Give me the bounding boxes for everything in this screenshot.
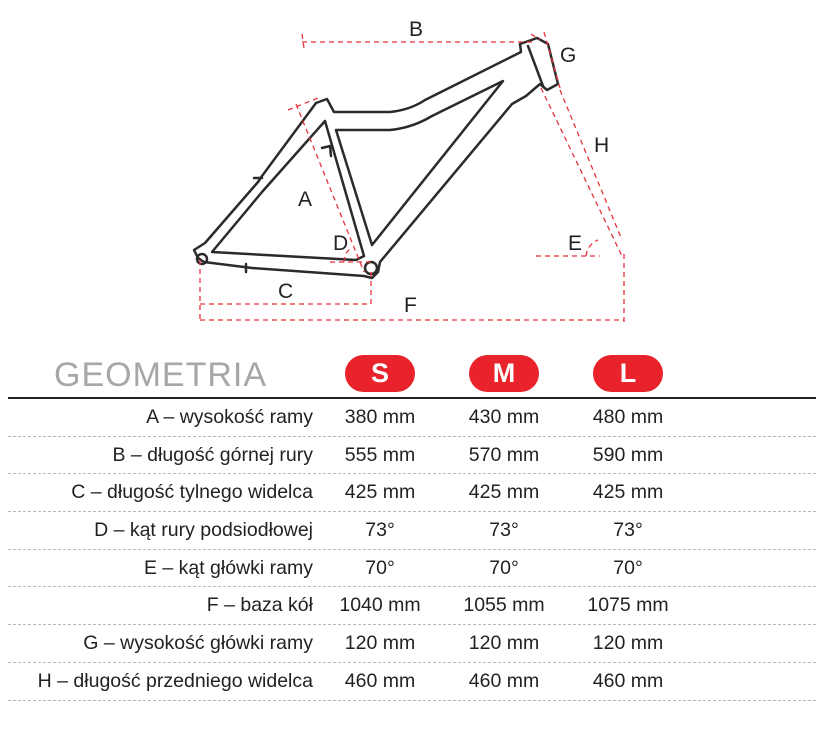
label-h: H — [594, 134, 610, 157]
value-s: 425 mm — [344, 481, 416, 504]
label-f: F — [404, 294, 417, 317]
label-e: E — [568, 232, 583, 255]
label-d: D — [333, 232, 349, 255]
geometry-heading: GEOMETRIA — [54, 356, 268, 394]
size-pill-s: S — [345, 355, 415, 392]
row-label: B – długość górnej rury — [112, 443, 313, 466]
dimension-b-left-ext — [302, 34, 304, 48]
value-m: 460 mm — [468, 669, 540, 692]
head-tube — [528, 46, 543, 86]
size-pill-l: L — [593, 355, 663, 392]
row-label: F – baza kół — [206, 594, 313, 617]
dimension-e-arc — [586, 240, 598, 256]
value-l: 460 mm — [592, 669, 664, 692]
value-l: 70° — [613, 556, 643, 579]
value-m: 570 mm — [468, 443, 540, 466]
dimension-steer-axis — [541, 88, 622, 256]
label-c: C — [278, 280, 294, 303]
value-s: 70° — [365, 556, 395, 579]
table-row — [8, 587, 816, 625]
table-row — [8, 437, 816, 475]
value-l: 480 mm — [592, 406, 664, 428]
table-row — [8, 550, 816, 588]
value-m: 1055 mm — [463, 594, 545, 617]
table-row — [8, 663, 816, 701]
cable-guide-top — [322, 146, 331, 156]
size-pill-m: M — [469, 355, 539, 392]
dimension-h-ext — [560, 90, 622, 240]
value-l: 73° — [613, 519, 643, 542]
bike-frame — [194, 38, 558, 278]
row-label: E – kąt główki ramy — [143, 556, 313, 579]
geometry-table — [8, 399, 816, 701]
value-m: 425 mm — [468, 481, 540, 504]
dimension-lines — [200, 32, 624, 322]
value-m: 430 mm — [468, 406, 540, 428]
value-s: 380 mm — [344, 406, 416, 428]
table-row — [8, 625, 816, 663]
dimension-g-ext — [544, 32, 560, 88]
table-row — [8, 512, 816, 550]
frame-outer-outline — [194, 38, 558, 278]
row-label: D – kąt rury podsiodłowej — [94, 519, 313, 542]
label-b: B — [409, 18, 424, 41]
value-m: 70° — [489, 556, 519, 579]
table-row — [8, 399, 816, 437]
label-g: G — [560, 44, 577, 67]
value-m: 120 mm — [468, 632, 540, 655]
frame-geometry-diagram — [0, 0, 828, 330]
value-s: 555 mm — [344, 443, 416, 466]
row-label: H – długość przedniego widelca — [37, 669, 313, 692]
value-s: 73° — [365, 519, 395, 542]
row-label: A – wysokość ramy — [146, 406, 313, 428]
label-a: A — [298, 188, 313, 211]
value-l: 120 mm — [592, 632, 664, 655]
row-label: C – długość tylnego widelca — [71, 481, 313, 504]
value-l: 1075 mm — [587, 594, 669, 617]
value-m: 73° — [489, 519, 519, 542]
value-l: 590 mm — [592, 443, 664, 466]
row-label: G – wysokość główki ramy — [83, 632, 313, 655]
main-triangle-inner — [336, 81, 503, 245]
value-s: 1040 mm — [339, 594, 421, 617]
value-s: 120 mm — [344, 632, 416, 655]
value-l: 425 mm — [592, 481, 664, 504]
value-s: 460 mm — [344, 669, 416, 692]
table-row — [8, 474, 816, 512]
